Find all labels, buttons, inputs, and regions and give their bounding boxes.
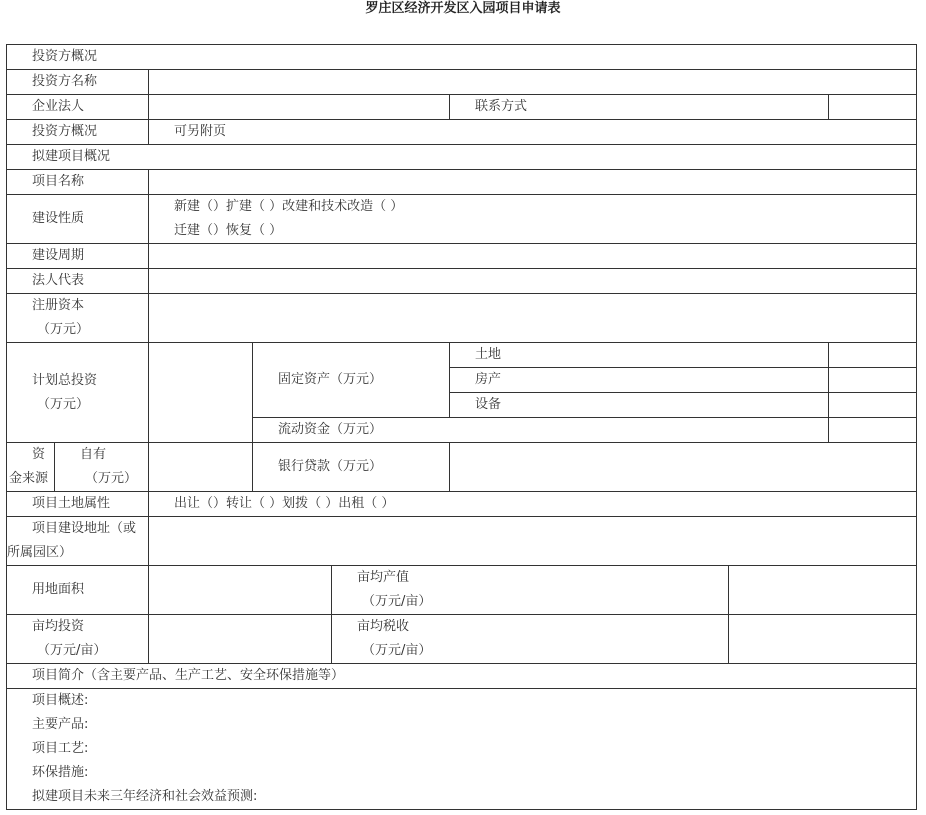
own-funds-label: 自有 （万元） [55,443,149,492]
brief-process-label: 项目工艺: [32,741,89,756]
construction-period-label: 建设周期 [7,244,149,269]
output-per-mu-field[interactable] [729,566,917,615]
land-area-label: 用地面积 [7,566,149,615]
working-capital-label: 流动资金（万元） [253,418,829,443]
brief-overview-label: 项目概述: [32,693,89,708]
registered-capital-field[interactable] [149,294,917,343]
project-brief-header: 项目简介（含主要产品、生产工艺、安全环保措施等） [7,664,917,689]
land-property-options[interactable]: 出让（）转让（ ）划拨（ ）出租（ ） [149,492,917,517]
brief-products-label: 主要产品: [32,717,89,732]
investor-section-header: 投资方概况 [7,45,917,70]
construction-nature-options[interactable]: 新建（）扩建（ ）改建和技术改造（ ） 迁建（）恢复（ ） [149,195,917,244]
project-name-label: 项目名称 [7,170,149,195]
own-funds-field[interactable] [149,443,253,492]
project-address-label: 项目建设地址（或所属园区） [7,517,149,566]
investor-overview-label: 投资方概况 [7,120,149,145]
land-label: 土地 [450,343,829,368]
investment-per-mu-label: 亩均投资 （万元/亩） [7,615,149,664]
bank-loan-field[interactable] [450,443,917,492]
legal-representative-label: 法人代表 [7,269,149,294]
application-form-table [6,44,917,810]
registered-capital-label: 注册资本 （万元） [7,294,149,343]
legal-person-label: 企业法人 [7,95,149,120]
working-capital-field[interactable] [829,418,917,443]
contact-label: 联系方式 [450,95,829,120]
house-label: 房产 [450,368,829,393]
legal-representative-field[interactable] [149,269,917,294]
brief-env-label: 环保措施: [32,765,89,780]
form-title: 罗庄区经济开发区入园项目申请表 [365,1,561,16]
construction-nature-label: 建设性质 [7,195,149,244]
investor-name-field[interactable] [149,70,917,95]
land-area-field[interactable] [149,566,332,615]
brief-forecast-label: 拟建项目未来三年经济和社会效益预测: [32,789,258,804]
investment-per-mu-field[interactable] [149,615,332,664]
legal-person-field[interactable] [149,95,450,120]
contact-field[interactable] [829,95,917,120]
project-brief-content[interactable] [7,689,917,810]
project-address-field[interactable] [149,517,917,566]
fixed-assets-label: 固定资产（万元） [253,343,450,418]
house-field[interactable] [829,368,917,393]
construction-period-field[interactable] [149,244,917,269]
tax-per-mu-field[interactable] [729,615,917,664]
fund-source-label: 资 金来源 [7,443,55,492]
total-investment-field[interactable] [149,343,253,443]
land-property-label: 项目土地属性 [7,492,149,517]
investor-overview-field[interactable]: 可另附页 [149,120,917,145]
project-section-header: 拟建项目概况 [7,145,917,170]
equipment-label: 设备 [450,393,829,418]
investor-name-label: 投资方名称 [7,70,149,95]
project-name-field[interactable] [149,170,917,195]
land-field[interactable] [829,343,917,368]
total-investment-label: 计划总投资 （万元） [7,343,149,443]
output-per-mu-label: 亩均产值 （万元/亩） [332,566,729,615]
tax-per-mu-label: 亩均税收 （万元/亩） [332,615,729,664]
equipment-field[interactable] [829,393,917,418]
bank-loan-label: 银行贷款（万元） [253,443,450,492]
